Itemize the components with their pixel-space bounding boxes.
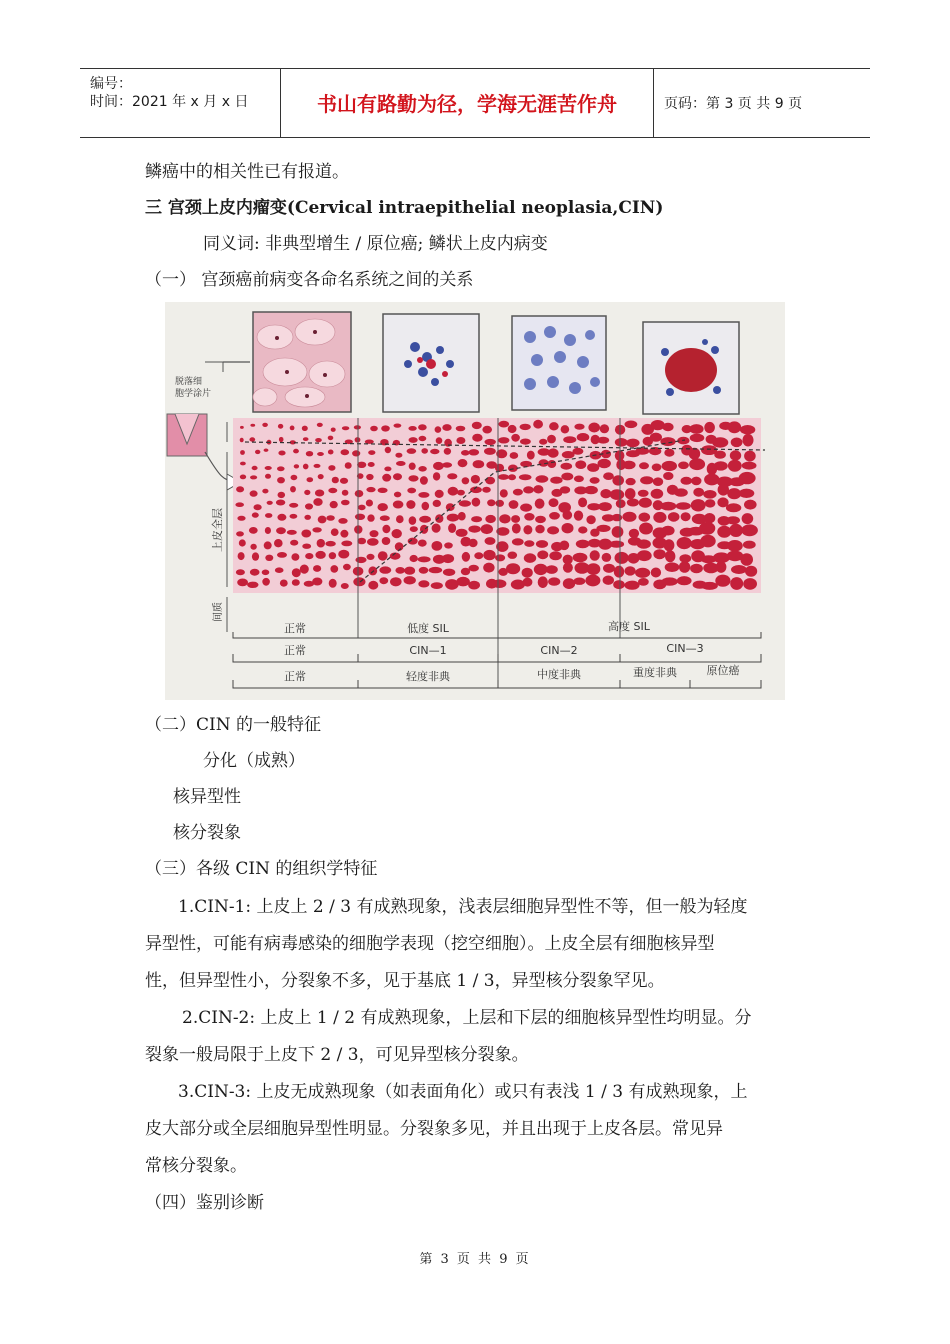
- row2-cin2: CIN—2: [540, 644, 578, 657]
- section-title: 三 宫颈上皮内瘤变(Cervical intraepithelial neoplasia,CIN): [145, 198, 664, 218]
- epithelium-label: 上皮全层: [211, 508, 224, 552]
- row2-cin1: CIN—1: [409, 644, 447, 657]
- row3-normal: 正常: [284, 670, 306, 683]
- header-page-code: 页码：第 3 页 共 9 页: [664, 96, 803, 112]
- smear-image-normal: [253, 312, 351, 412]
- row3-cis: 原位癌: [706, 664, 740, 677]
- cin2-line-2: 裂象一般局限于上皮下 2 / 3，可见异型核分裂象。: [145, 1045, 529, 1065]
- feature-differentiation: 分化（成熟）: [203, 751, 305, 771]
- row3-mild: 轻度非典: [406, 670, 450, 683]
- smear-image-hsil: [512, 316, 606, 410]
- row1-lsil: 低度 SIL: [407, 622, 449, 635]
- header-info-cell: [80, 69, 281, 137]
- smear-label-1: 脱落细: [175, 377, 203, 387]
- smear-image-carcinoma-in-situ: [643, 322, 739, 414]
- cin1-line-2: 异型性，可能有病毒感染的细胞学表现（挖空细胞）。上皮全层有细胞核异型: [145, 934, 715, 954]
- row1-hsil: 高度 SIL: [608, 620, 650, 633]
- row2-cin3: CIN—3: [666, 642, 704, 655]
- cin3-line-1: 3.CIN-3: 上皮无成熟现象（如表面角化）或只有表浅 1 / 3 有成熟现象，上: [178, 1082, 748, 1102]
- number-label: 编号：: [90, 76, 132, 92]
- subsection-title-1: （一） 宫颈癌前病变各命名系统之间的关系: [145, 270, 474, 290]
- smear-image-lsil: [383, 314, 479, 412]
- cin3-line-3: 常核分裂象。: [145, 1156, 247, 1176]
- page-header: [80, 68, 870, 138]
- cin-classification-figure: [165, 302, 785, 700]
- row3-moderate: 中度非典: [537, 668, 581, 681]
- row1-normal: 正常: [284, 622, 306, 635]
- cin3-line-2: 皮大部分或全层细胞异型性明显。分裂象多见，并且出现于上皮各层。常见异: [145, 1119, 723, 1139]
- feature-atypia: 核异型性: [173, 787, 241, 807]
- smear-label-2: 胞学涂片: [175, 389, 212, 399]
- feature-mitosis: 核分裂象: [173, 823, 241, 843]
- subsection-title-2: （二）CIN 的一般特征: [145, 715, 322, 735]
- subsection-title-3: （三）各级 CIN 的组织学特征: [145, 859, 378, 879]
- subsection-title-4: （四）鉴别诊断: [145, 1193, 264, 1213]
- cin1-line-3: 性，但异型性小，分裂象不多，见于基底 1 / 3，异型核分裂象罕见。: [145, 971, 665, 991]
- cin2-line-1: 2.CIN-2: 上皮上 1 / 2 有成熟现象，上层和下层的细胞核异型性均明显。分: [182, 1008, 752, 1028]
- header-motto: 书山有路勤为径，学海无涯苦作舟: [281, 69, 654, 137]
- row3-severe: 重度非典: [633, 666, 677, 679]
- cin1-line-1: 1.CIN-1: 上皮上 2 / 3 有成熟现象，浅表层细胞异型性不等，但一般为轻度: [178, 897, 748, 917]
- stroma-label: 间质: [213, 602, 224, 622]
- page-number-footer: 第 3 页 共 9 页: [419, 1252, 531, 1267]
- synonyms-line: 同义词: 非典型增生 / 原位癌; 鳞状上皮内病变: [203, 234, 548, 254]
- date-label: 时间：2021 年 x 月 x 日: [90, 94, 249, 110]
- row2-normal: 正常: [284, 644, 306, 657]
- body-line: 鳞癌中的相关性已有报道。: [145, 162, 349, 182]
